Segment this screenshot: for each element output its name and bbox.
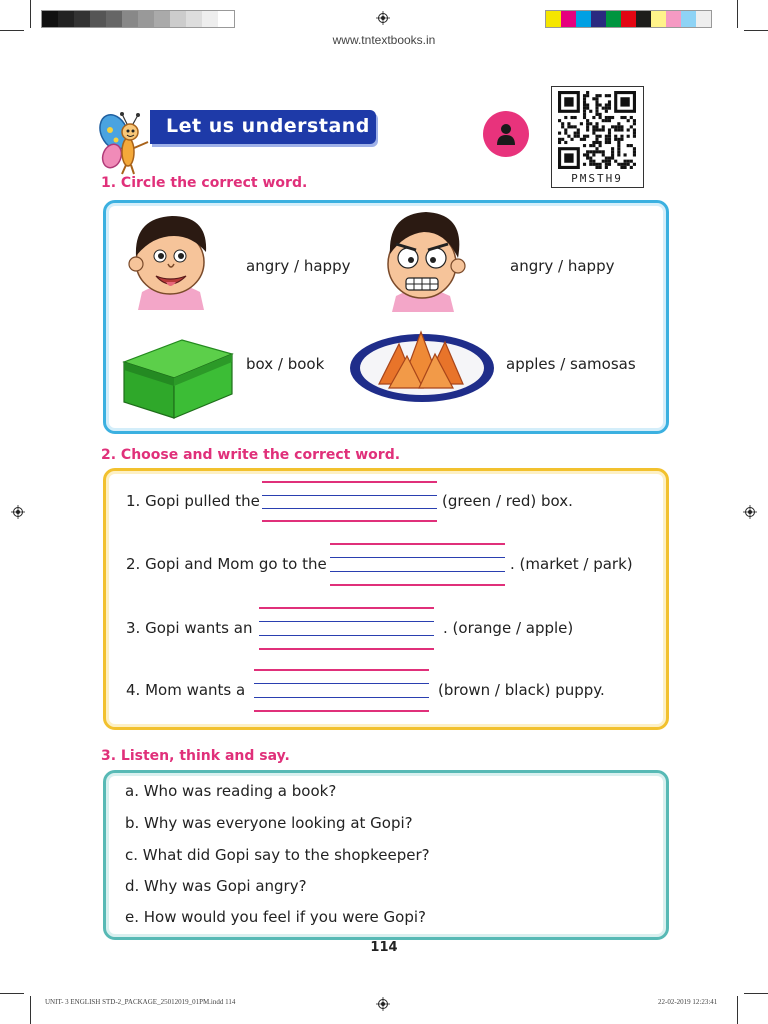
section1-choice: box / book xyxy=(246,355,325,373)
crop-mark xyxy=(0,30,24,31)
writing-guide-line xyxy=(254,697,429,698)
grayscale-registration-strip xyxy=(41,10,235,28)
angry-boy-icon xyxy=(374,206,470,312)
sentence-2-end: . (market / park) xyxy=(510,555,633,573)
crop-mark xyxy=(744,30,768,31)
sentence-3-start: 3. Gopi wants an xyxy=(126,619,253,637)
activity-badge xyxy=(483,111,529,157)
person-icon xyxy=(496,122,516,146)
footer-timestamp: 22-02-2019 12:23:41 xyxy=(658,998,718,1006)
registration-target-icon xyxy=(376,11,390,25)
writing-guide-line xyxy=(330,571,505,572)
sentence-1-end: (green / red) box. xyxy=(442,492,573,510)
section-banner xyxy=(150,110,376,144)
crop-mark xyxy=(737,0,738,28)
banner-title: Let us understand xyxy=(166,115,370,137)
answer-blank-4[interactable] xyxy=(254,683,429,684)
writing-guide-line xyxy=(262,520,437,522)
happy-boy-icon xyxy=(122,206,218,310)
discussion-question: a. Who was reading a book? xyxy=(125,782,337,800)
sentence-2-start: 2. Gopi and Mom go to the xyxy=(126,555,327,573)
discussion-question: c. What did Gopi say to the shopkeeper? xyxy=(125,846,430,864)
discussion-question: d. Why was Gopi angry? xyxy=(125,877,307,895)
discussion-question: e. How would you feel if you were Gopi? xyxy=(125,908,426,926)
section3-title: 3. Listen, think and say. xyxy=(101,748,290,764)
page-number: 114 xyxy=(370,940,398,955)
samosa-plate-icon xyxy=(349,326,495,404)
writing-guide-line xyxy=(259,648,434,650)
answer-blank-1[interactable] xyxy=(262,495,437,496)
crop-mark xyxy=(744,993,768,994)
writing-guide-line xyxy=(254,669,429,671)
sentence-1-start: 1. Gopi pulled the xyxy=(126,492,260,510)
registration-target-icon xyxy=(743,505,757,519)
crop-mark xyxy=(737,996,738,1024)
butterfly-mascot-icon xyxy=(98,110,154,176)
section1-title: 1. Circle the correct word. xyxy=(101,175,308,191)
qr-code-label: PMSTH9 xyxy=(571,172,623,185)
answer-blank-2[interactable] xyxy=(330,557,505,558)
green-box-icon xyxy=(122,322,234,420)
writing-guide-line xyxy=(262,481,437,483)
writing-guide-line xyxy=(262,508,437,509)
sentence-3-end: . (orange / apple) xyxy=(443,619,574,637)
writing-guide-line xyxy=(330,543,505,545)
footer-file-info: UNIT- 3 ENGLISH STD-2_PACKAGE_25012019_01PM.indd 114 xyxy=(45,998,236,1006)
crop-mark xyxy=(30,0,31,28)
writing-guide-line xyxy=(259,607,434,609)
answer-blank-3[interactable] xyxy=(259,621,434,622)
registration-target-icon xyxy=(376,997,390,1011)
crop-mark xyxy=(30,996,31,1024)
qr-code-icon xyxy=(558,91,636,169)
writing-guide-line xyxy=(330,584,505,586)
section1-choice: apples / samosas xyxy=(506,355,636,373)
crop-mark xyxy=(0,993,24,994)
section2-title: 2. Choose and write the correct word. xyxy=(101,447,401,463)
website-url: www.tntextbooks.in xyxy=(332,33,436,47)
color-registration-strip xyxy=(545,10,712,28)
section1-choice: angry / happy xyxy=(510,257,615,275)
writing-guide-line xyxy=(254,710,429,712)
discussion-question: b. Why was everyone looking at Gopi? xyxy=(125,814,413,832)
section1-choice: angry / happy xyxy=(246,257,351,275)
registration-target-icon xyxy=(11,505,25,519)
sentence-4-end: (brown / black) puppy. xyxy=(438,681,605,699)
sentence-4-start: 4. Mom wants a xyxy=(126,681,246,699)
writing-guide-line xyxy=(259,635,434,636)
